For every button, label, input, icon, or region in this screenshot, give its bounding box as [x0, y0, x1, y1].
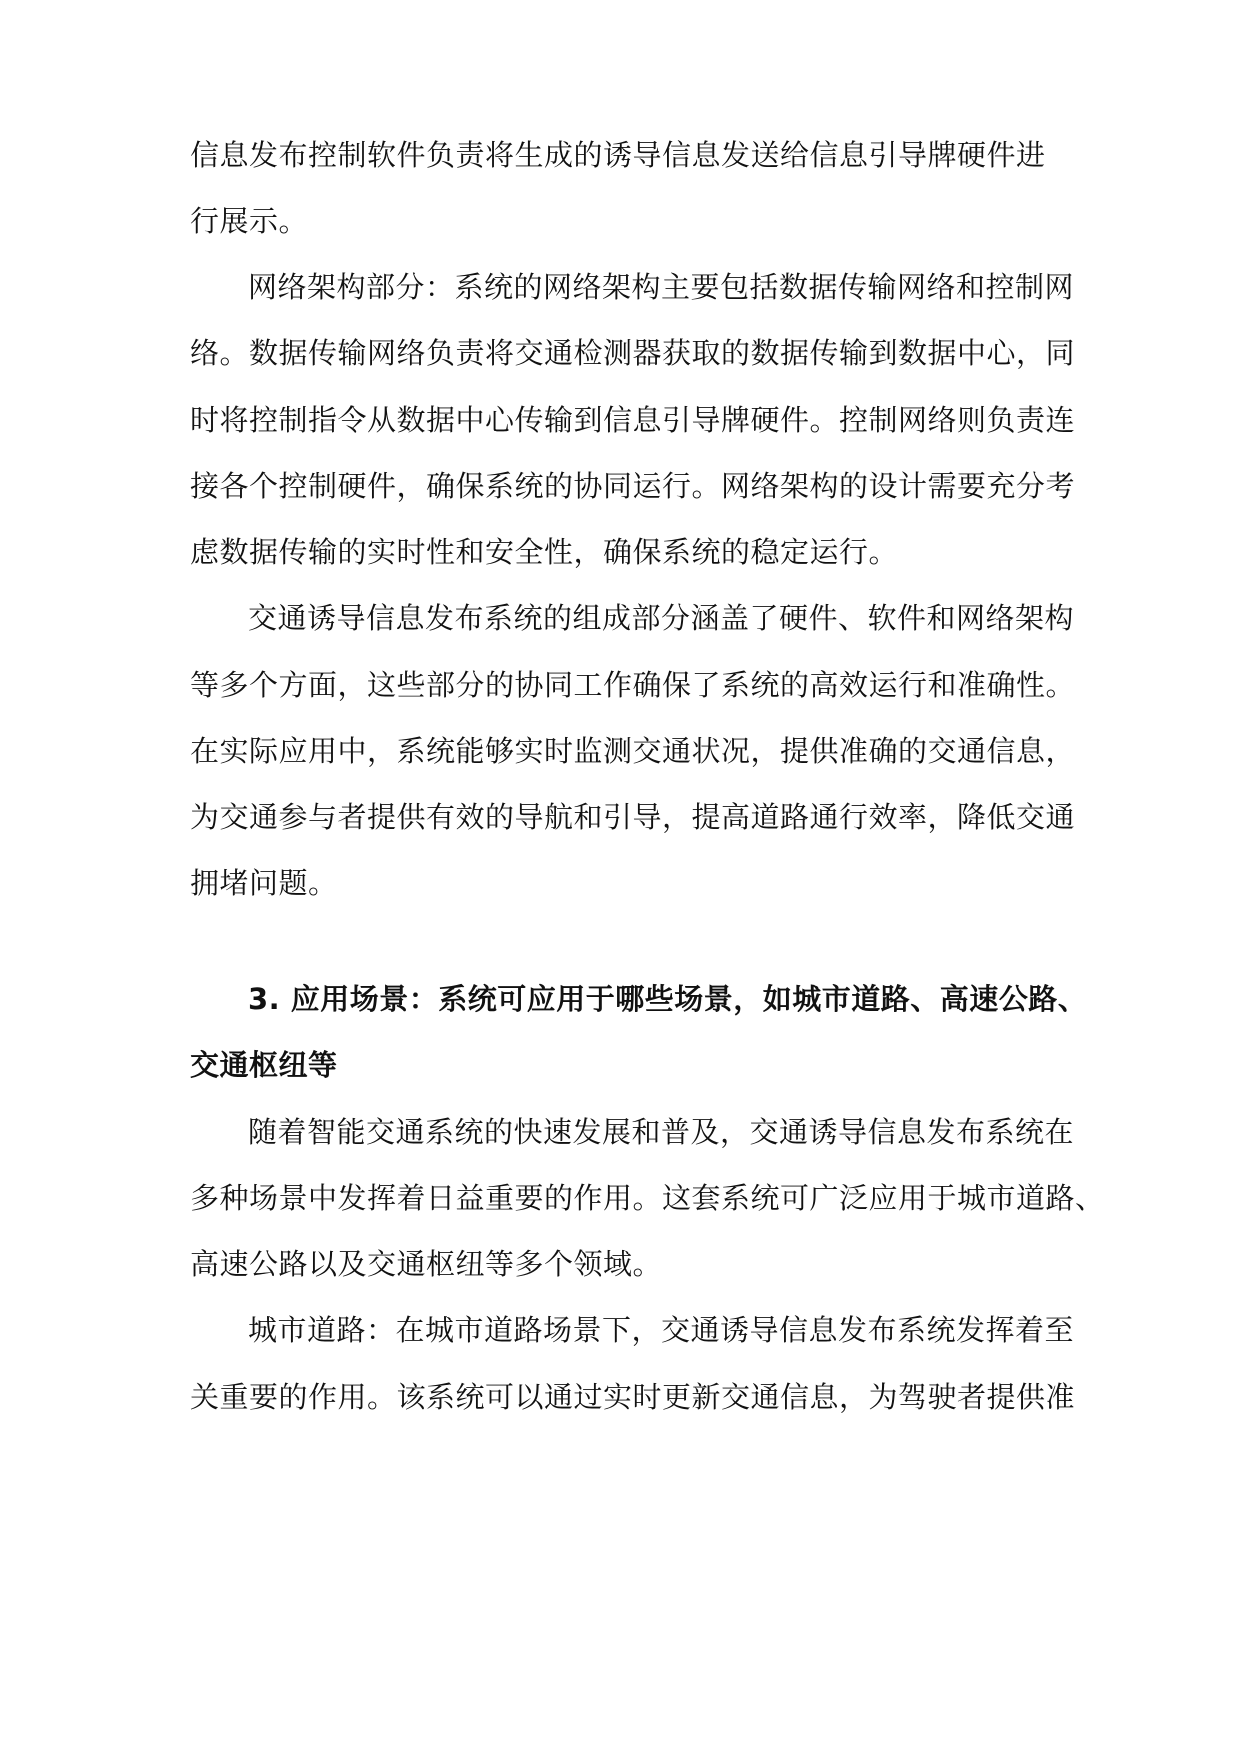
paragraph-line: 交通诱导信息发布系统的组成部分涵盖了硬件、软件和网络架构: [248, 601, 1075, 635]
paragraph-line: 络。数据传输网络负责将交通检测器获取的数据传输到数据中心，同: [190, 336, 1076, 370]
paragraph-line: 随着智能交通系统的快速发展和普及，交通诱导信息发布系统在: [248, 1115, 1075, 1149]
paragraph-line: 高速公路以及交通枢纽等多个领域。: [190, 1247, 663, 1281]
paragraph-line: 虑数据传输的实时性和安全性，确保系统的稳定运行。: [190, 535, 899, 569]
paragraph-line: 网络架构部分：系统的网络架构主要包括数据传输网络和控制网: [248, 270, 1075, 304]
paragraph-line: 时将控制指令从数据中心传输到信息引导牌硬件。控制网络则负责连: [190, 403, 1076, 437]
paragraph-line: 行展示。: [190, 204, 309, 238]
paragraph-line: 拥堵问题。: [190, 866, 338, 900]
paragraph-line: 等多个方面，这些部分的协同工作确保了系统的高效运行和准确性。: [190, 668, 1076, 702]
heading-line: 交通枢纽等: [190, 1048, 338, 1082]
paragraph-line: 多种场景中发挥着日益重要的作用。这套系统可广泛应用于城市道路、: [190, 1181, 1105, 1215]
paragraph-line: 接各个控制硬件，确保系统的协同运行。网络架构的设计需要充分考: [190, 469, 1076, 503]
paragraph-line: 城市道路：在城市道路场景下，交通诱导信息发布系统发挥着至: [248, 1313, 1075, 1347]
paragraph-line: 为交通参与者提供有效的导航和引导，提高道路通行效率，降低交通: [190, 800, 1076, 834]
heading-line: 3. 应用场景：系统可应用于哪些场景，如城市道路、高速公路、: [248, 982, 1088, 1016]
paragraph-line: 信息发布控制软件负责将生成的诱导信息发送给信息引导牌硬件进: [190, 138, 1046, 172]
paragraph-line: 在实际应用中，系统能够实时监测交通状况，提供准确的交通信息，: [190, 734, 1076, 768]
paragraph-line: 关重要的作用。该系统可以通过实时更新交通信息，为驾驶者提供准: [190, 1380, 1076, 1414]
